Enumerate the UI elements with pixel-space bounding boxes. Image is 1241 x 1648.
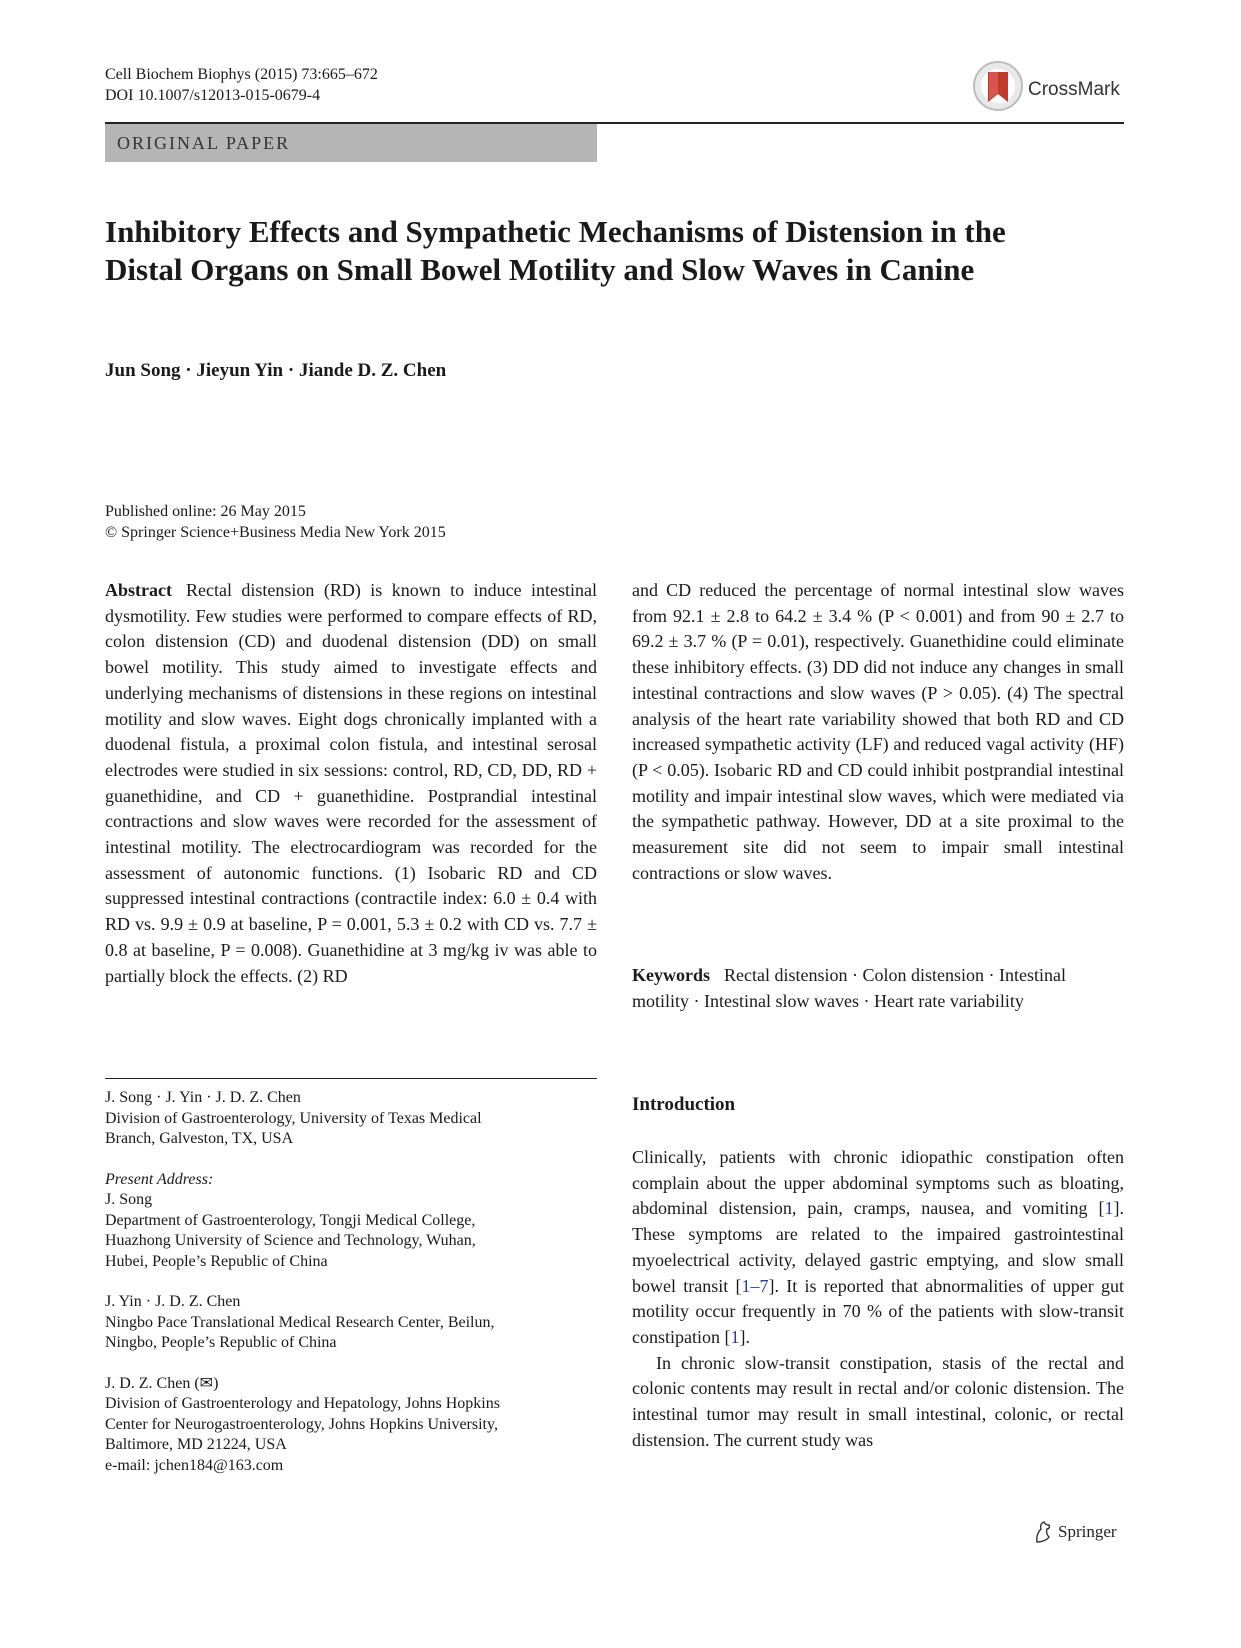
springer-label: Springer xyxy=(1058,1522,1117,1541)
affiliation-block xyxy=(105,1170,597,1273)
citation-link[interactable]: 1–7 xyxy=(741,1275,769,1296)
aff-line: J. Yin · J. D. Z. Chen xyxy=(105,1293,241,1310)
affiliation-block xyxy=(105,1374,597,1477)
aff-line: J. Song · J. Yin · J. D. Z. Chen xyxy=(105,1089,301,1106)
abstract-label: Abstract xyxy=(105,580,172,600)
journal-info xyxy=(105,64,378,106)
paper-type-band xyxy=(105,124,597,162)
introduction-heading: Introduction xyxy=(632,1094,736,1115)
abstract-right xyxy=(632,578,1124,886)
aff-line: Huazhong University of Science and Technology, Wuhan, xyxy=(105,1232,476,1249)
intro-text: ]. It is reported that abnormalities of upper gut motility occur frequently in 70 % of the patients with slow-transit constipation [ xyxy=(632,1275,1124,1347)
email[interactable]: e-mail: jchen184@163.com xyxy=(105,1456,284,1474)
citation-link[interactable]: 1 xyxy=(1104,1198,1114,1219)
citation-link[interactable]: 1 xyxy=(730,1326,740,1347)
springer-logo xyxy=(1032,1520,1127,1544)
aff-line: Division of Gastroenterology and Hepatology, Johns Hopkins xyxy=(105,1395,500,1412)
intro-text: ]. xyxy=(739,1326,750,1347)
publication-info xyxy=(105,501,446,543)
aff-line: J. Song xyxy=(105,1191,153,1208)
aff-line: Ningbo, People’s Republic of China xyxy=(105,1334,337,1351)
present-address-label: Present Address: xyxy=(105,1170,214,1188)
paper-type-label: ORIGINAL PAPER xyxy=(117,133,291,153)
doi[interactable]: DOI 10.1007/s12013-015-0679-4 xyxy=(105,87,321,104)
abstract-text-left: Rectal distension (RD) is known to induce intestinal dysmotility. Few studies were performed to compare effects of RD, colon distension (CD) and duodenal distension (DD) on small bowel motility. This study aimed to investigate effects and underlying mechanisms of distensions in these regions on intestinal motility and slow waves. Eight dogs chronically implanted with a duodenal fistula, a proximal colon fistula, and intestinal serosal electrodes were studied in six sessions: control, RD, CD, DD, RD + guanethidine, and CD + guanethidine. Postprandial intestinal contractions and slow waves were recorded for the assessment of intestinal motility. The electrocardiogram was recorded for the assessment of autonomic functions. (1) Isobaric RD and CD suppressed intestinal contractions (contractile index: 6.0 ± 0.4 with RD vs. 9.9 ± 0.9 at baseline, P = 0.001, 5.3 ± 0.2 with CD vs. 7.7 ± 0.8 at baseline, P = 0.008). Guanethidine at 3 mg/kg iv was able to partially block the effects. (2) RD xyxy=(105,580,597,986)
aff-line: Branch, Galveston, TX, USA xyxy=(105,1130,294,1147)
intro-paragraph: In chronic slow-transit constipation, stasis of the rectal and colonic contents may result in rectal and/or colonic distension. The intestinal tumor may result in small intestinal, colonic, or rectal distension. The current study was xyxy=(632,1352,1124,1450)
aff-line: Center for Neurogastroenterology, Johns Hopkins University, xyxy=(105,1415,498,1433)
copyright: © Springer Science+Business Media New York 2015 xyxy=(105,524,446,541)
aff-line: Baltimore, MD 21224, USA xyxy=(105,1436,287,1453)
introduction-body xyxy=(632,1145,1124,1453)
crossmark-icon xyxy=(972,60,1024,112)
keywords xyxy=(632,963,1124,1014)
keywords-label: Keywords xyxy=(632,965,710,985)
aff-line: Hubei, People’s Republic of China xyxy=(105,1252,328,1270)
abstract-left xyxy=(105,578,597,989)
intro-paragraph xyxy=(632,1145,1124,1351)
authors[interactable]: Jun Song · Jieyun Yin · Jiande D. Z. Chen xyxy=(105,360,447,381)
affiliation-block xyxy=(105,1292,597,1354)
crossmark-label: CrossMark xyxy=(1028,79,1120,100)
crossmark-logo[interactable] xyxy=(972,60,1122,116)
aff-line: Department of Gastroenterology, Tongji Medical College, xyxy=(105,1211,476,1229)
affiliation-block xyxy=(105,1088,597,1150)
abstract-text-right: and CD reduced the percentage of normal intestinal slow waves from 92.1 ± 2.8 to 64.2 ± 3.4 % (P < 0.001) and from 90 ± 2.7 to 69.2 ± 3.7 % (P = 0.01), respectively. Guanethidine could eliminate these inhibitory effects. (3) DD did not induce any changes in small intestinal contractions and slow waves (P > 0.05). (4) The spectral analysis of the heart rate variability showed that both RD and CD increased sympathetic activity (LF) and reduced vagal activity (HF) (P < 0.05). Isobaric RD and CD could inhibit postprandial intestinal motility and impair intestinal slow waves, which were mediated via the sympathetic pathway. However, DD at a site proximal to the measurement site did not seem to impair small intestinal contractions or slow waves. xyxy=(632,580,1124,883)
keywords-text: Rectal distension · Colon distension · Intestinal motility · Intestinal slow waves · Heart rate variability xyxy=(632,965,1066,1011)
aff-line: Division of Gastroenterology, University of Texas Medical xyxy=(105,1109,482,1127)
journal-citation: Cell Biochem Biophys (2015) 73:665–672 xyxy=(105,66,378,83)
published-date: Published online: 26 May 2015 xyxy=(105,503,306,520)
intro-text: Clinically, patients with chronic idiopathic constipation often complain about the upper abdominal symptoms such as bloating, abdominal distension, pain, cramps, nausea, and vomiting [ xyxy=(632,1147,1124,1219)
springer-horse-icon xyxy=(1032,1520,1054,1544)
affiliation-rule xyxy=(105,1078,597,1079)
aff-line: J. D. Z. Chen (✉) xyxy=(105,1374,219,1392)
affiliations xyxy=(105,1088,597,1496)
aff-line: Ningbo Pace Translational Medical Research Center, Beilun, xyxy=(105,1313,495,1331)
article-title: Inhibitory Effects and Sympathetic Mechanisms of Distension in the Distal Organs on Small Bowel Motility and Slow Waves in Canine xyxy=(105,214,1006,287)
intro-text: ]. These symptoms are related to the impaired gastrointestinal myoelectrical activity, delayed gastric emptying, and slow small bowel transit [ xyxy=(632,1198,1124,1296)
